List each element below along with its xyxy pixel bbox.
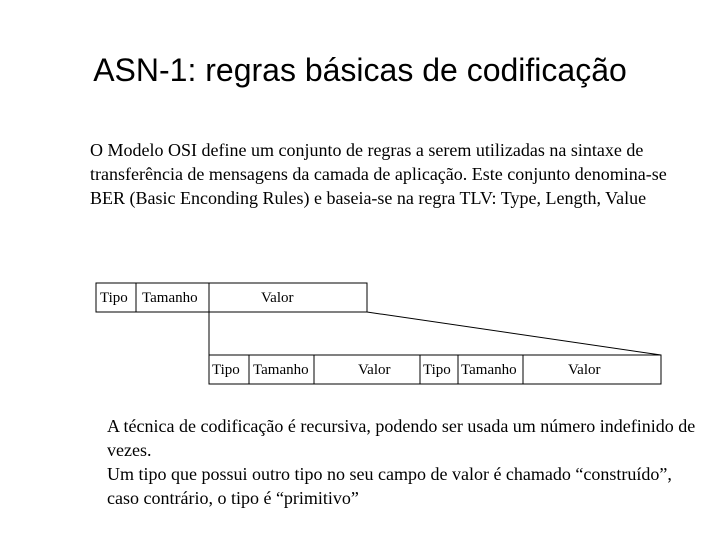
outro-paragraph-recursion: A técnica de codificação é recursiva, podendo ser usada um número indefinido de vezes. xyxy=(107,416,696,460)
top-tlv-box xyxy=(96,283,367,312)
expansion-line-right xyxy=(367,312,661,355)
top-type-label: Tipo xyxy=(100,290,128,306)
nested-length-label-2: Tamanho xyxy=(461,362,517,378)
top-value-label: Valor xyxy=(261,290,294,306)
outro-paragraph-constructed: Um tipo que possui outro tipo no seu campo de valor é chamado “construído”, caso contrário, o tipo é “primitivo” xyxy=(107,464,672,508)
slide-title: ASN-1: regras básicas de codificação xyxy=(93,52,627,88)
top-tlv-row xyxy=(96,283,367,312)
nested-value-label-1: Valor xyxy=(358,362,391,378)
nested-type-label-2: Tipo xyxy=(423,362,451,378)
nested-value-label-2: Valor xyxy=(568,362,601,378)
intro-paragraph: O Modelo OSI define um conjunto de regras a serem utilizadas na sintaxe de transferência de mensagens da camada de aplicação. Este conjunto denomina-se BER (Basic Enconding Rules) e baseia-se na regra TLV: Type, Length, Value xyxy=(90,140,667,208)
nested-type-label-1: Tipo xyxy=(212,362,240,378)
expansion-lines xyxy=(209,312,661,355)
nested-length-label-1: Tamanho xyxy=(253,362,309,378)
top-length-label: Tamanho xyxy=(142,290,198,306)
nested-tlv-row xyxy=(209,355,661,384)
outro-text-block xyxy=(107,414,697,510)
